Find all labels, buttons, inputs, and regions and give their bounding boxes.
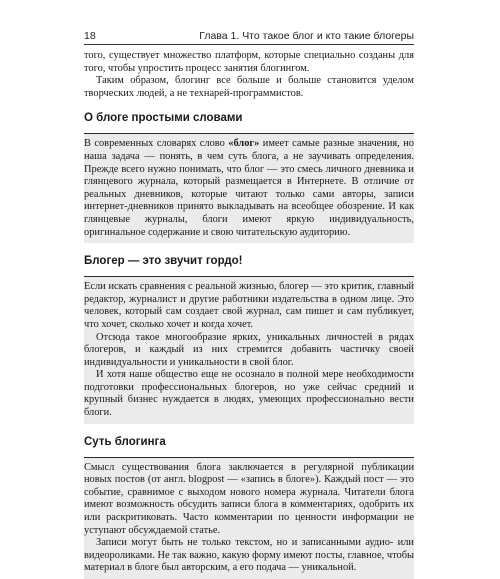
header-rule	[84, 44, 414, 45]
section-paragraph: В современных словарях слово «блог» имеет самые разные значения, но наша задача — понять, в чем суть блога, а не заучивать определения. Прежде всего нужно понимать, что блог — это смесь личного дневника и глянцевого журнала, который размещается в Интернете. В отличие от реальных дневников, которые читают только сами авторы, записи интернет-дневников принято выкладывать на всеобщее обозрение. И как глянцевые журналы, блоги имеют яркую индивидуальность, оригинальное содержание и свою читательскую аудиторию.	[84, 138, 414, 238]
section-paragraph: Отсюда такое многообразие ярких, уникальных личностей в рядах блогеров, и каждый из них стремится добавить частичку своей индивидуальности и уникальности в свой блог.	[84, 331, 414, 368]
bold-term: «блог»	[228, 138, 260, 150]
shaded-text-block	[84, 457, 414, 579]
section-paragraph: Смысл существования блога заключается в регулярной публикации новых постов (от англ. blogpost — «запись в блоге»). Каждый пост — это событие, сравнимое с выходом нового номера журнала. Читатели блога имеют возможность обсудить записи блога в комментариях, одобрить их или раскритиковать. Часто комментарии по ценности информации не уступают обсуждаемой статье.	[84, 461, 414, 536]
section-essence-blogging	[84, 432, 414, 579]
shaded-text-block	[84, 133, 414, 243]
section-heading: Блогер — это звучит гордо!	[84, 255, 243, 268]
shaded-text-block	[84, 276, 414, 424]
page-number: 18	[84, 30, 96, 42]
section-blog-simple-words	[84, 108, 414, 243]
section-heading: О блоге простыми словами	[84, 112, 243, 125]
section-blogger-proud	[84, 251, 414, 424]
intro-paragraph-2: Таким образом, блогинг все больше и больше становится уделом творческих людей, а не технарей-программистов.	[84, 75, 414, 99]
section-paragraph: Если искать сравнения с реальной жизнью, блогер — это критик, главный редактор, журналист и другие работники издательства в одном лице. Это человек, который сам создает свой журнал, сам пишет и сам публикует, что хочет, сколько хочет и когда хочет.	[84, 281, 414, 330]
running-header	[84, 30, 414, 42]
section-heading: Суть блогинга	[84, 435, 166, 448]
chapter-title: Глава 1. Что такое блог и кто такие блогеры	[199, 30, 414, 42]
section-paragraph: Записи могут быть не только текстом, но и записанными аудио- или видеороликами. Не так важно, какую форму имеют посты, главное, чтобы материал в блоге был авторским, а его подача — уникальной.	[84, 537, 414, 574]
section-paragraph: И хотя наше общество еще не осознало в полной мере необходимости подготовки профессиональных блогеров, но уже сейчас средний и крупный бизнес нуждается в людях, умеющих профессионально вести блоги.	[84, 369, 414, 419]
intro-paragraph-1: того, существует множество платформ, которые специально созданы для того, чтобы упростить процесс занятия блогингом.	[84, 50, 414, 74]
